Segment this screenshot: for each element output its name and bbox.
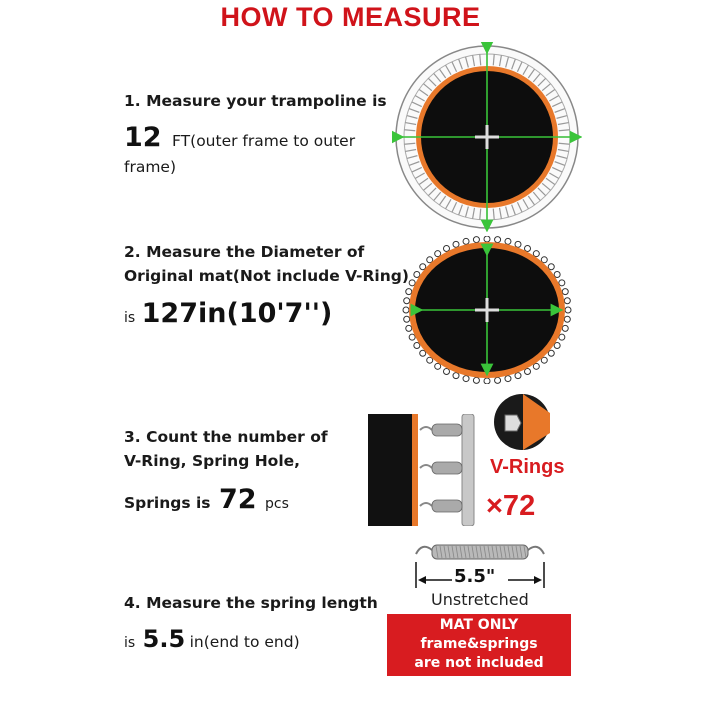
step4-unit: in(end to end): [189, 633, 300, 651]
step1-unit: FT(outer frame to outer: [172, 132, 356, 150]
step3-line2: V-Ring, Spring Hole,: [124, 452, 301, 470]
notice-line3: are not included: [414, 655, 544, 671]
page-title: HOW TO MEASURE: [220, 2, 481, 32]
step4-heading: 4. Measure the spring length: [124, 594, 378, 612]
notice-line1: MAT ONLY: [439, 617, 519, 633]
v-ring-icon: [493, 393, 551, 451]
mat-only-notice: [387, 614, 571, 676]
step3-value: 72: [218, 484, 257, 515]
outer-frame-diagram-icon: [392, 42, 582, 232]
spring-closeup-icon: [368, 414, 488, 526]
vrings-count: ×72: [486, 490, 536, 522]
spring-state-label: Unstretched: [431, 590, 529, 609]
notice-line2: frame&springs: [420, 636, 538, 652]
step2-heading: 2. Measure the Diameter of: [124, 243, 365, 261]
step4-prefix: is: [124, 635, 136, 651]
step3-unit: pcs: [265, 496, 289, 512]
mat-diagram-icon: [401, 236, 573, 384]
step1-value: 12: [124, 122, 162, 153]
step2-line2: Original mat(Not include V-Ring): [124, 267, 409, 285]
spring-length-label: 5.5": [454, 566, 496, 587]
step4-value: 5.5: [142, 625, 186, 653]
step2-value-line: [124, 298, 332, 329]
step2-prefix: is: [124, 310, 136, 326]
step2-value: 127in(10'7''): [141, 298, 333, 329]
step1-heading: 1. Measure your trampoline is: [124, 92, 387, 110]
vrings-label: V-Rings: [490, 456, 565, 478]
step1-line3: frame): [124, 158, 177, 176]
step4-value-line: [124, 625, 300, 653]
step3-heading: 3. Count the number of: [124, 428, 328, 446]
step3-prefix: Springs is: [124, 494, 211, 512]
step3-value-line: [124, 484, 289, 515]
step1-value-line: [124, 122, 355, 153]
